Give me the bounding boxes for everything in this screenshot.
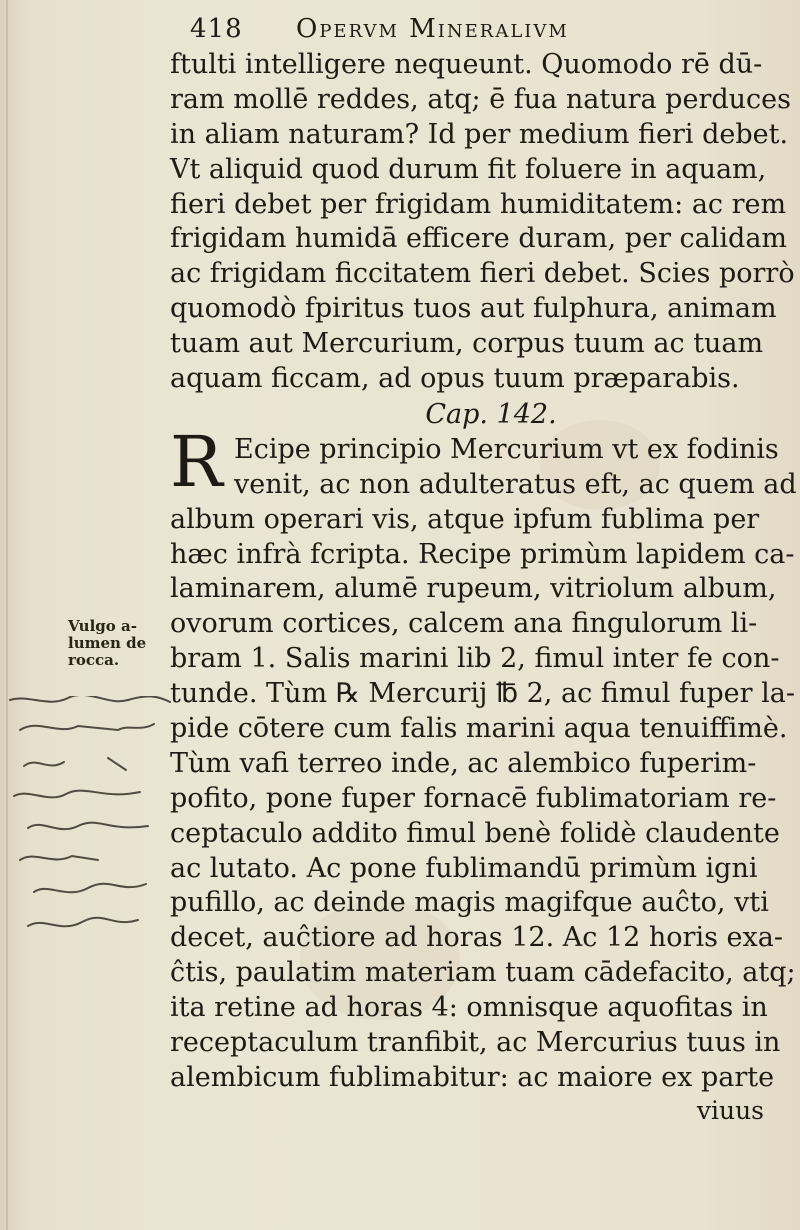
text-line: Vt aliquid quod durum fit foluere in aquam, (170, 153, 767, 185)
chapter-heading: Cap. 142. (425, 398, 557, 430)
text-line: ac lutato. Ac pone fublimandū primùm igni (170, 852, 758, 884)
running-title: Opervm Mineralivm (296, 14, 569, 44)
text-line: pofito, pone fuper fornacē fublimatoriam re- (170, 782, 777, 814)
text-line: ĉtis, paulatim materiam tuam cādefacito, atq; (170, 957, 796, 989)
drop-cap: R (170, 420, 223, 503)
text-line: tuam aut Mercurium, corpus tuum ac tuam (170, 328, 764, 360)
text-line: laminarem, alumē rupeum, vitriolum album, (170, 573, 777, 605)
text-line: quomodò fpiritus tuos aut fulphura, animam (170, 293, 777, 325)
text-line: album operari vis, atque ipfum fublima per (170, 503, 760, 535)
text-line: ita retine ad horas 4: omnisque aquofitas in (170, 992, 768, 1024)
text-line: ac frigidam ficcitatem fieri debet. Scies porrò (170, 258, 795, 290)
margin-note (68, 618, 158, 669)
page-header (188, 6, 768, 50)
text-line: ftulti intelligere nequeunt. Quomodo rē dū- (170, 49, 763, 80)
text-line: pide cōtere cum falis marini aqua tenuiffimè. (170, 713, 788, 745)
text-line: frigidam humidā efficere duram, per calidam (170, 223, 788, 255)
text-line: venit, ac non adulteratus eft, ac quem ad (234, 468, 797, 500)
margin-note-line: rocca. (68, 651, 120, 669)
text-line: aquam ficcam, ad opus tuum præparabis. (170, 363, 740, 395)
page-number: 418 (190, 14, 243, 44)
gutter-edge (6, 0, 8, 1230)
handwritten-annotation (8, 696, 178, 996)
text-line: decet, auĉtiore ad horas 12. Ac 12 horis exa- (170, 922, 783, 954)
margin-note-line: lumen de (68, 634, 147, 652)
text-line: bram 1. Salis marini lib 2, fimul inter fe con- (170, 643, 780, 675)
catchword: viuus (696, 1095, 764, 1125)
margin-note-line: Vulgo a- (68, 617, 137, 635)
text-line: ram mollē reddes, atq; ē fua natura perduces (170, 83, 791, 115)
text-line: ceptaculo addito fimul benè folidè claudente (170, 817, 780, 849)
text-line: pufillo, ac deinde magis magifque auĉto, vti (170, 887, 769, 919)
text-line: tunde. Tùm ℞ Mercurij ℔ 2, ac fimul fuper la- (170, 678, 795, 710)
text-line: receptaculum tranfibit, ac Mercurius tuus in (170, 1027, 781, 1059)
text-line: Tùm vafi terreo inde, ac alembico fuperim- (170, 747, 757, 779)
text-line: in aliam naturam? Id per medium fieri debet. (170, 118, 789, 150)
text-line: hæc infrà fcripta. Recipe primùm lapidem ca- (170, 538, 795, 570)
text-line: alembicum fublimabitur: ac maiore ex parte (170, 1061, 775, 1093)
text-line: ovorum cortices, calcem ana fingulorum li- (170, 608, 758, 640)
text-line: fieri debet per frigidam humiditatem: ac rem (170, 188, 787, 220)
text-line: Ecipe principio Mercurium vt ex fodinis (234, 433, 779, 465)
main-text (170, 48, 797, 1126)
